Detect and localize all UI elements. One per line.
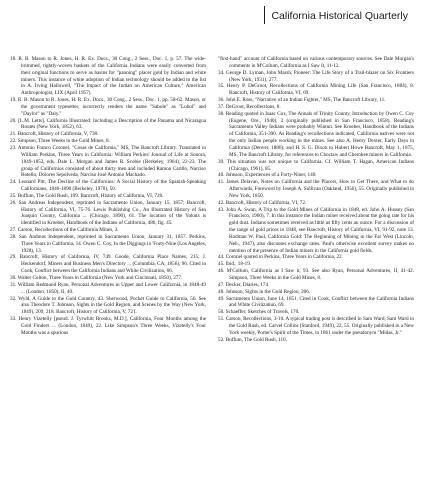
endnote: 52. Buffum, The Gold Rush, 110. bbox=[218, 336, 287, 343]
endnote: 41. James Delavan, Notes on California and the Placers, How to Get There, and What to do Afterwards, Foreword by Joseph A. Sullivan (Oakland, 1956), 55. Originally published in New York, 1850. bbox=[218, 179, 414, 199]
endnote: 45. Ibid., 18-19. bbox=[218, 261, 252, 268]
endnote: 24. Leonard Pitt, The Decline of the Californios: A Social History of the Spanish-Speaking Californians, 1846-1890 (Berkeley, 1970), 50. bbox=[10, 179, 206, 193]
endnote: 44. Coronel quoted in Perkins, Three Years in California, 22. bbox=[218, 254, 343, 261]
endnote: 30. Walter Colton, Three Years in California (New York and Cincinnati, 1850), 277. bbox=[10, 275, 183, 281]
endnote: 51. Carson, Recollections, 3-10. A typical trading post is described in Sam Ward, Sam Ward in the Gold Rush, ed. Carvel Collins (Stanford, 1949), 22, 55. Originally published in a New York weekly, Porter's Spirit of the Times, in 1861 under the pseudonym "Midas, Jr." bbox=[218, 316, 414, 336]
endnote: 21. Bancroft, History of California, V, 738. bbox=[10, 131, 99, 138]
endnotes-left-column bbox=[10, 56, 206, 343]
endnote: 25. Buffum, The Gold Rush, 109. Bancroft, History of California, VI, 720. bbox=[10, 192, 164, 199]
endnote: 33. Henry Vizetelly [pseud. J. Tyrwhitt Brooks, M.D.], California, Four Months among the Gold Finders ... (London, 1849), 22. Like Simpson's Three Weeks, Vizetelly's Four Months was a spurious bbox=[10, 316, 206, 336]
header-divider bbox=[264, 6, 265, 24]
endnote: 32. Wyld, A Guide to the Gold Country, 43. Sherwood, Pocket Guide to California, 56. See also Theodore T. Johnson, Sights in the Gold Region, and Scenes by the Way (New York, 1849), 209, 218. Bancroft, History of California, V, 721. bbox=[10, 295, 206, 316]
endnote: 18. R. B. Mason to R. Jones, H. R. Ex. Docs., 30 Cong., 2 Sess., Doc. 1, p. 57. The wide-brimmed, tightly-woven baskets of the California Indians were easily converted from their original functions to serve as basins for "panning" placer gold by Indian and white miners. This instance of white adoption of Indian technology should be added to the list in A. Irving Hallowell, "The Impact of the Indian on American Culture," American Anthropologist, LIX (April 1957). bbox=[10, 56, 206, 97]
endnote: 42. Bancroft, History of California, VI, 72. bbox=[218, 199, 307, 206]
endnote: 35. Henry P. DeGroot, Recollections of California Mining Life (San Francisco, 1884), 8. Bancroft, History of California, VI, 69. bbox=[218, 83, 414, 97]
endnote: "first-hand" account of California based on various contemporary sources. See Dale Morgan's comments in M'Collum, California as I Saw It, 11-12. bbox=[218, 56, 414, 69]
endnote: 49. Sacramento Union, June 14, 1851. Cited in Cook, Conflict between the California Indians and White Civilization, 69. bbox=[218, 295, 414, 309]
endnote: 40. Johnson, Experiences of a Forty-Niner, 140. bbox=[218, 172, 317, 179]
endnotes-right-column bbox=[218, 56, 414, 343]
endnote: 37. DeGroot, Recollections, 8. bbox=[218, 103, 281, 110]
endnote: 19. R. B. Mason to R. Jones, H. R. Ex. Docs., 30 Cong., 2 Sess., Doc. 1, pp. 58-62. Mason, or the government typesetter, incorrectly renders the name "Sabole" as "Lubol" and "Daylor" as "Daly." bbox=[10, 97, 206, 117]
endnote: 29. Bancroft, History of California, IV, 749. Goode, California Place Names, 215; J. Heckendorf, Miners and Business Men's Directory ... (Columbia, CA, 1856), 96. Cited in Cook, Conflict between the California Indians and White Civilization, 66. bbox=[10, 254, 206, 275]
endnote: 22. Simpson, Three Weeks in the Gold Mines, 8. bbox=[10, 138, 110, 145]
endnote: 43. John A. Swan, A Trip to the Gold Mines of California in 1848, ed. John A. Hussey (San Francisco, 1960), 7. In this instance the Indian miner received about the going rate for his gold dust. Indians sometimes received as little as fifty cents an ounce. For a discussion of the range of gold prices in 1848, see Bancroft, History of California, VI, 91-92, note 13. Rodman W. Paul, California Gold: The Beginning of Mining in the Far West (Lincoln, Neb., 1947), also discusses exchange rates. Paul's otherwise excellent survey makes no mention of the presence of Indian miners in the California gold fields. bbox=[218, 206, 414, 254]
endnote: 48. Johnson, Sights in the Gold Region, 206. bbox=[218, 288, 311, 295]
endnotes bbox=[10, 56, 414, 343]
endnote: 46. M'Collum, California as I Saw it, 93. See also Ryan, Personal Adventures, II, 41-42. Simpson, Three Weeks in the Gold Mines, 8. bbox=[218, 268, 414, 281]
endnote: 38. Reading quoted in Isaac Cox, The Annals of Trinity County, Introduction by Owen C. Coy (Eugene, Ore., 1940), 2 (originally published in San Francisco, 1858). Reading's Sacramento Valley Indians were probably Wintun. See Kroeber, Handbook of the Indians of California, 351-390. As Reading's recollections indicated, California natives were not the only Indian people working in the mines. See also A. Henry Dexter, Early Days in California (Denver, 1886); and H. S. G. Dixon to Hubert Howe Bancroft, May 1, 1875, MS, The Bancroft Library, for references to Choctaw and Cherokee miners in California. bbox=[218, 110, 414, 158]
journal-title: California Historical Quarterly bbox=[271, 10, 408, 22]
endnote: 36. John E. Ross, "Narrative of an Indian Fighter," MS, The Bancroft Library, 11. bbox=[218, 97, 386, 104]
endnote: 27. Carson, Recollections of the California Mines, 3. bbox=[10, 227, 119, 234]
endnote: 31. William Redmond Ryan, Personal Adventures in Upper and Lower California, in 1848-49 ... (London, 1850), II, 40. bbox=[10, 281, 206, 295]
running-header bbox=[264, 4, 408, 24]
endnote: 47. Decker, Diaries, 174. bbox=[218, 281, 270, 288]
endnote: 26. San Andreas Independent, reprinted in Sacramento Union, January 15, 1857; Bancroft, History of California, VI, 75-76. Lewis Publishing Co., An Illustrated History of San Joaquin County, California ... (Chicago, 1890), 61. The location of the Yokuts is identified in Kroeber, Handbook of the Indians of California, 486, fig. 45. bbox=[10, 199, 206, 227]
endnote: 50. Schaeffer, Sketches of Travels, 170. bbox=[218, 309, 300, 316]
endnote: 28. San Andreas Independent, reprinted in Sacramento Union, January 31, 1857. Perkins, Three Years in California, 14. Owen C. Coy, In the Diggings in 'Forty-Nine (Los Angeles, 1928), 13. bbox=[10, 233, 206, 254]
endnote: 34. George D. Lyman, John Marsh, Pioneer: The Life Story of a Trail-blazer on Six Frontiers (New York, 1931), 277. bbox=[218, 69, 414, 83]
endnote: 39. This situation was not unique to California. Cf. William T. Hagan, American Indians (Chicago, 1961), 85. bbox=[218, 158, 414, 172]
endnote: 20. [L.M. Letts], California Illustrated: Including a Description of the Panama and Nicaragua Routes (New York, 1852), 63. bbox=[10, 117, 206, 131]
endnote: 23. Antonio Franco Coronel, "Cosas de California," MS, The Bancroft Library. Translated in William Perkins, Three Years in California: William Perkins' Journal of Life at Sonora, 1849-1852, eds. Dale L. Morgan and James R. Scobie (Berkeley, 1964), 22-23. The group of Californios consisted of about thirty men and included Ramon Carillo, Narciso Botello, Dolores Sepúlveda, Narciso José Antonio Machado. bbox=[10, 144, 206, 179]
